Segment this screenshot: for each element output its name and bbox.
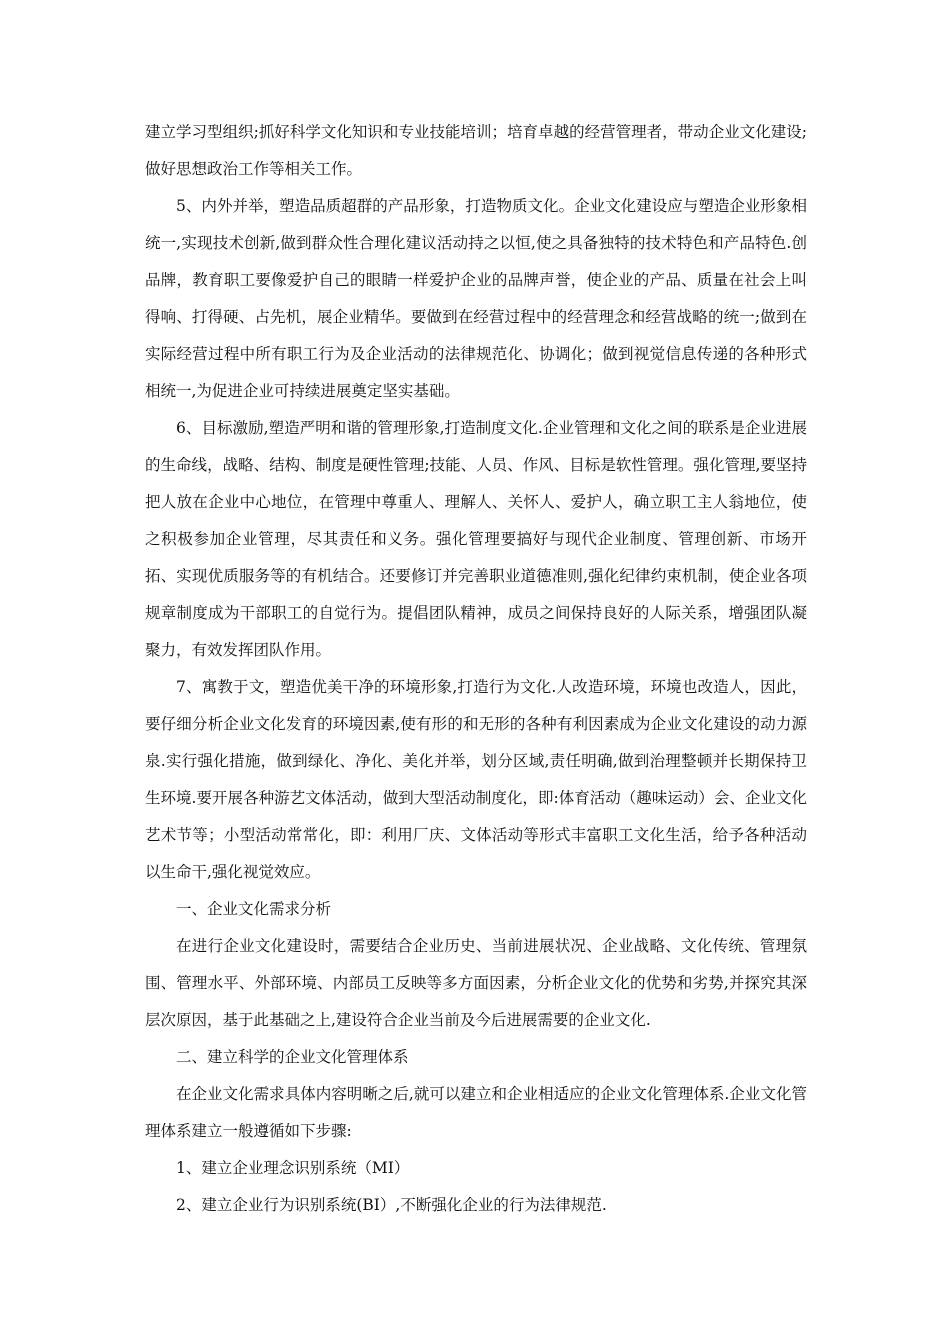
paragraph-item-5: 5、内外并举，塑造品质超群的产品形象，打造物质文化。企业文化建设应与塑造企业形象相统一,实现技术创新,做到群众性合理化建议活动持之以恒,使之具备独特的技术特色和产品特色.创品牌，教育职工要像爱护自己的眼睛一样爱护企业的品牌声誉，使企业的产品、质量在社会上叫得响、打得硬、占先机，展企业精华。要做到在经营过程中的经营理念和经营战略的统一;做到在实际经营过程中所有职工行为及企业活动的法律规范化、协调化；做到视觉信息传递的各种形式相统一,为促进企业可持续进展奠定坚实基础。 [145, 197, 807, 400]
paragraph-demand-analysis: 在进行企业文化建设时，需要结合企业历史、当前进展状况、企业战略、文化传统、管理氛围、管理水平、外部环境、内部员工反映等多方面因素，分析企业文化的优势和劣势,并探究其深层次原因，基于此基础之上,建设符合企业当前及今后进展需要的企业文化. [145, 937, 807, 1029]
paragraph-management-system: 在企业文化需求具体内容明晰之后,就可以建立和企业相适应的企业文化管理体系.企业文化管理体系建立一般遵循如下步骤: [145, 1085, 807, 1140]
paragraph-item-7: 7、寓教于文，塑造优美干净的环境形象,打造行为文化.人改造环境，环境也改造人，因此，要仔细分析企业文化发育的环境因素,使有形的和无形的各种有利因素成为企业文化建设的动力源泉.实行强化措施，做到绿化、净化、美化并举，划分区域,责任明确,做到治理整顿并长期保持卫生环境.要开展各种游艺文体活动，做到大型活动制度化，即:体育活动（趣味运动）会、企业文化艺术节等；小型活动常常化，即：利用厂庆、文体活动等形式丰富职工文化生活，给予各种活动以生命干,强化视觉效应。 [145, 678, 807, 881]
paragraph-item-6: 6、目标激励,塑造严明和谐的管理形象,打造制度文化.企业管理和文化之间的联系是企业进展的生命线，战略、结构、制度是硬性管理;技能、人员、作风、目标是软性管理。强化管理,要坚持把人放在企业中心地位，在管理中尊重人、理解人、关怀人、爱护人，确立职工主人翁地位，使之积极参加企业管理，尽其责任和义务。强化管理要搞好与现代企业制度、管理创新、市场开拓、实现优质服务等的有机结合。还要修订并完善职业道德准则,强化纪律约束机制，使企业各项规章制度成为干部职工的自觉行为。提倡团队精神，成员之间保持良好的人际关系，增强团队凝聚力，有效发挥团队作用。 [145, 419, 807, 659]
section-heading-management-system: 二、建立科学的企业文化管理体系 [176, 1048, 409, 1066]
list-item-bi: 2、建立企业行为识别系统(BI）,不断强化企业的行为法律规范. [176, 1196, 607, 1214]
section-heading-demand-analysis: 一、企业文化需求分析 [176, 900, 332, 918]
paragraph-continuation: 建立学习型组织;抓好科学文化知识和专业技能培训；培育卓越的经营管理者，带动企业文化建设;做好思想政治工作等相关工作。 [145, 123, 807, 178]
list-item-mi: 1、建立企业理念识别系统（MI） [176, 1159, 410, 1177]
document-body [145, 114, 807, 1224]
